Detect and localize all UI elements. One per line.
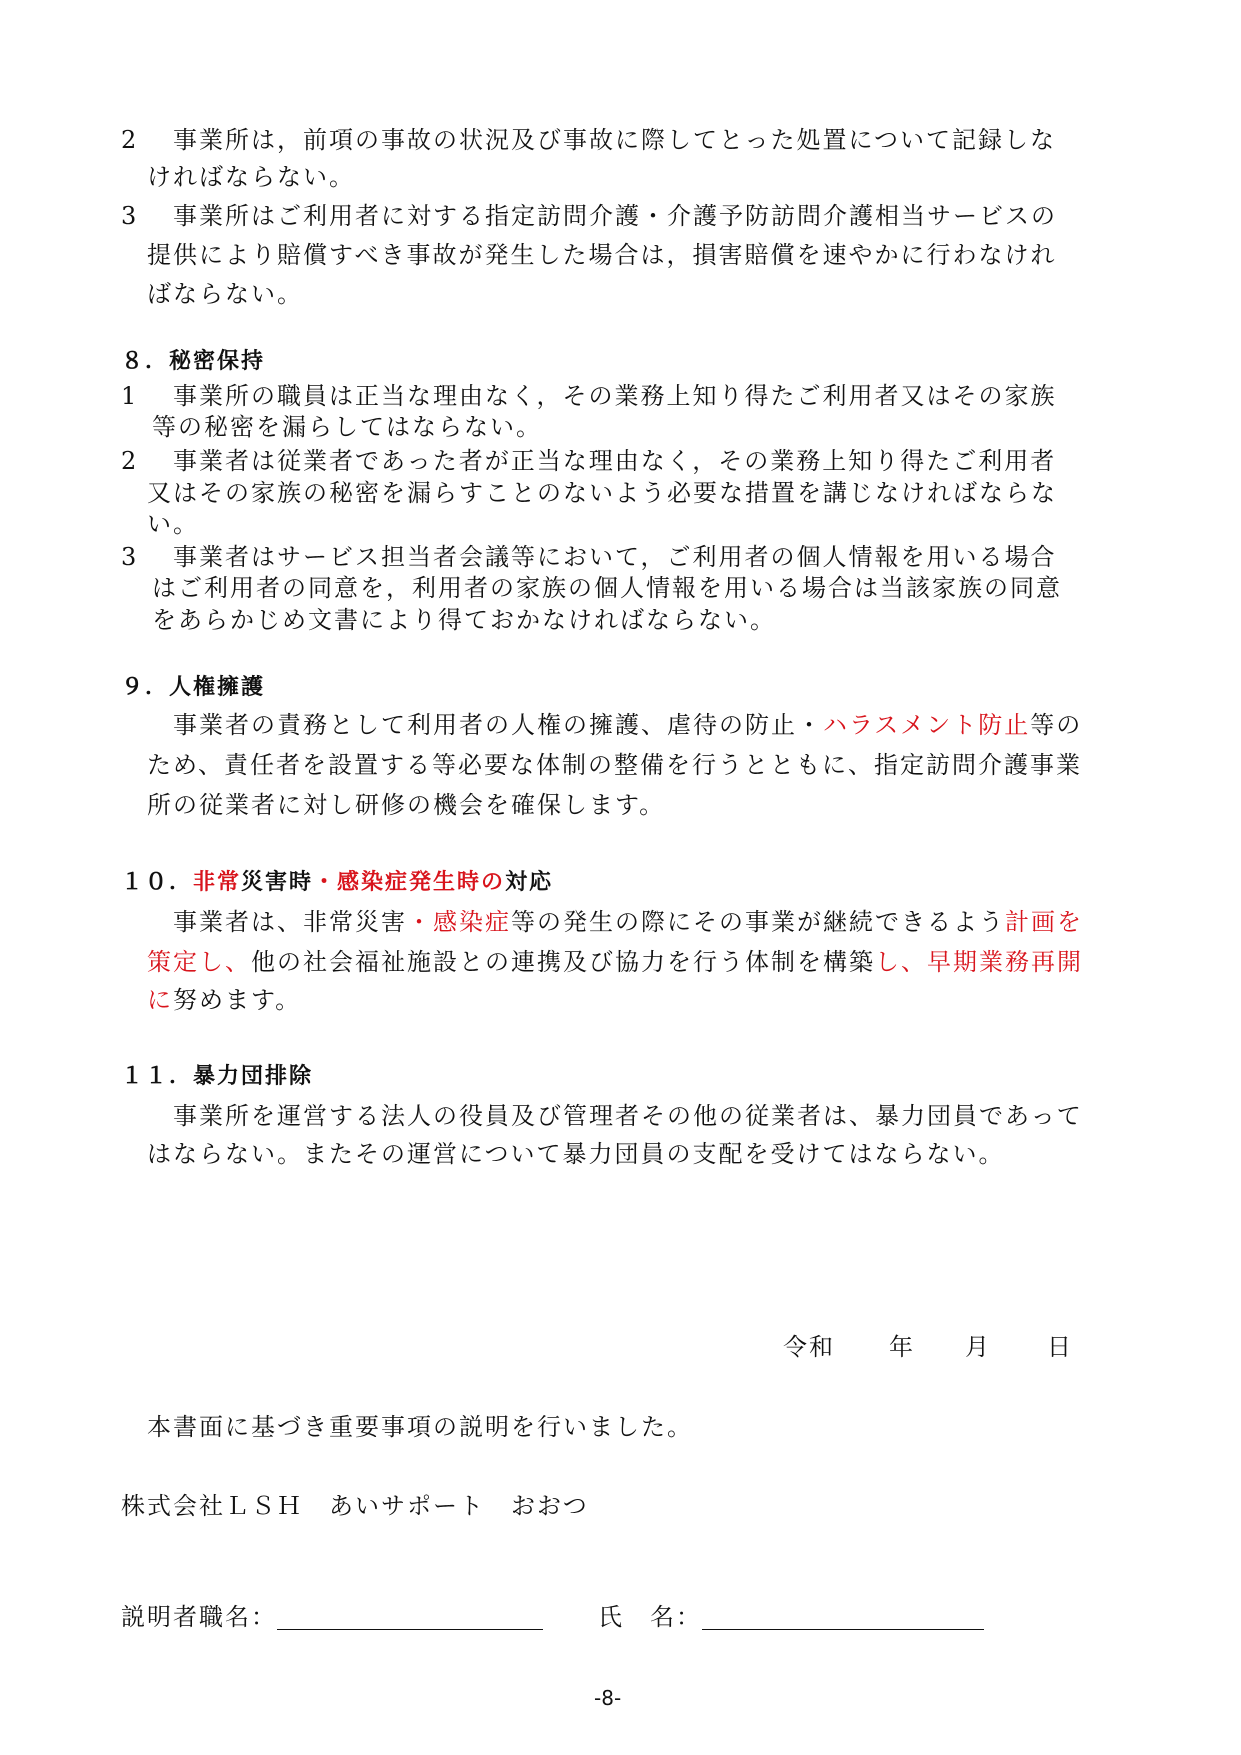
heading-number: １０． xyxy=(121,870,194,895)
paragraph-line: ため、責任者を設置する等必要な体制の整備を行うとともに、指定訪問介護事業 xyxy=(147,751,1083,779)
name-label: 氏 名： xyxy=(598,1603,702,1631)
paragraph-line xyxy=(147,988,301,1012)
item-number: 2 xyxy=(121,447,137,475)
paragraph-line: 提供により賠償すべき事故が発生した場合は，損害賠償を速やかに行わなけれ xyxy=(147,241,1057,269)
paragraph-line: 所の従業者に対し研修の機会を確保します。 xyxy=(147,791,666,819)
text-run: 事業者の責務として利用者の人権の擁護、虐待の防止・ xyxy=(173,711,823,739)
date-month: 月 xyxy=(965,1333,991,1361)
text-run: 等の発生の際にその事業が継続できるよう xyxy=(511,908,1005,936)
statement-text: 本書面に基づき重要事項の説明を行いました。 xyxy=(147,1413,693,1441)
item-number: 3 xyxy=(121,202,137,230)
text-run: 事業者は、非常災害 xyxy=(173,908,407,936)
text-run: 災害時 xyxy=(241,870,314,895)
highlight-text: 策定し、 xyxy=(147,948,251,976)
name-signature-line[interactable] xyxy=(702,1629,984,1630)
highlight-text: に xyxy=(147,986,173,1014)
section-heading: ９．人権擁護 xyxy=(121,675,266,700)
paragraph-line: 等の秘密を漏らしてはならない。 xyxy=(152,413,542,441)
text-run: 努めます。 xyxy=(173,986,302,1014)
page-number: -8- xyxy=(594,1686,622,1710)
section-heading: １１．暴力団排除 xyxy=(121,1064,314,1089)
highlight-text: 計画を xyxy=(1005,908,1083,936)
paragraph-line: をあらかじめ文書により得ておかなければならない。 xyxy=(152,606,776,634)
highlight-text: 非常 xyxy=(193,870,242,895)
date-day: 日 xyxy=(1047,1333,1073,1361)
item-number: 1 xyxy=(121,382,137,410)
explainer-signature-line[interactable] xyxy=(277,1629,543,1630)
explainer-label: 説明者職名： xyxy=(121,1603,277,1631)
date-year: 年 xyxy=(889,1333,915,1361)
highlight-text: ・感染症発生時の xyxy=(313,870,506,895)
section-heading xyxy=(121,872,553,894)
paragraph-line: 事業者は従業者であった者が正当な理由なく，その業務上知り得たご利用者 xyxy=(173,447,1057,475)
text-run: 等の xyxy=(1030,711,1083,739)
paragraph-line: 又はその家族の秘密を漏らすことのないよう必要な措置を講じなければならな xyxy=(147,479,1057,507)
paragraph-line: 事業所は，前項の事故の状況及び事故に際してとった処置について記録しな xyxy=(173,126,1057,154)
paragraph-line: 事業所を運営する法人の役員及び管理者その他の従業者は、暴力団員であって xyxy=(173,1102,1083,1130)
item-number: 2 xyxy=(121,126,137,154)
paragraph-line xyxy=(147,950,1083,974)
paragraph-line: ければならない。 xyxy=(147,163,355,191)
highlight-text: ・感染症 xyxy=(407,908,511,936)
paragraph-line xyxy=(173,713,1082,737)
paragraph-line: い。 xyxy=(147,510,199,538)
section-heading: ８．秘密保持 xyxy=(121,349,266,374)
paragraph-line: ばならない。 xyxy=(147,280,303,308)
highlight-text: し、早期業務再開 xyxy=(875,948,1083,976)
date-era: 令和 xyxy=(783,1333,835,1361)
item-number: 3 xyxy=(121,543,137,571)
paragraph-line: はご利用者の同意を，利用者の家族の個人情報を用いる場合は当該家族の同意 xyxy=(152,574,1062,602)
paragraph-line: 事業所の職員は正当な理由なく，その業務上知り得たご利用者又はその家族 xyxy=(173,382,1057,410)
paragraph-line xyxy=(173,910,1083,934)
company-name: 株式会社ＬＳＨ あいサポート おおつ xyxy=(121,1492,589,1520)
paragraph-line: はならない。またその運営について暴力団員の支配を受けてはならない。 xyxy=(147,1140,1005,1168)
paragraph-line: 事業所はご利用者に対する指定訪問介護・介護予防訪問介護相当サービスの xyxy=(173,202,1057,230)
text-run: 対応 xyxy=(505,870,554,895)
highlight-text: ハラスメント防止 xyxy=(823,711,1031,739)
text-run: 他の社会福祉施設との連携及び協力を行う体制を構築 xyxy=(251,948,875,976)
paragraph-line: 事業者はサービス担当者会議等において，ご利用者の個人情報を用いる場合 xyxy=(173,543,1057,571)
